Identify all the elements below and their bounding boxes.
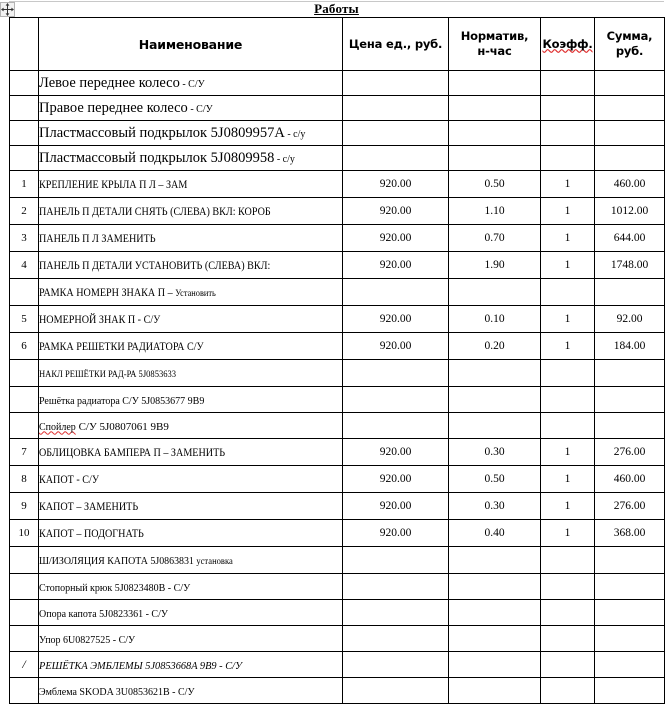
table-row [10, 146, 665, 171]
row-price-cell [343, 360, 449, 387]
row-price-cell [343, 626, 449, 652]
row-name-main: Пластмассовый подкрылок 5J0809958 [39, 150, 275, 166]
row-name-cell [39, 652, 343, 678]
row-koef-cell: 1 [541, 171, 595, 198]
row-name-cell [39, 574, 343, 600]
row-koef-cell [541, 121, 595, 146]
row-name-main: НОМЕРНОЙ ЗНАК П - С/У [39, 314, 161, 326]
row-price-cell [343, 146, 449, 171]
row-number-cell: 8 [10, 466, 39, 493]
row-sum-cell: 276.00 [595, 493, 665, 520]
row-name-main: КАПОТ - С/У [39, 474, 100, 486]
row-name-main: РАМКА РЕШЕТКИ РАДИАТОРА С/У [39, 341, 204, 353]
row-number-cell [10, 600, 39, 626]
row-name-main: Правое переднее колесо [39, 100, 188, 116]
row-name-wrap [39, 287, 216, 299]
row-number-cell: 4 [10, 252, 39, 279]
row-name-suffix: установка [196, 557, 233, 567]
row-norm-cell: 0.30 [449, 439, 541, 466]
row-price-cell: 920.00 [343, 466, 449, 493]
row-name-cell [39, 413, 343, 439]
table-row [10, 652, 665, 678]
row-number-cell: 6 [10, 333, 39, 360]
row-name-main: Опора капота 5J0823361 - С/У [39, 608, 168, 620]
row-sum-cell [595, 121, 665, 146]
row-sum-cell [595, 279, 665, 306]
row-norm-cell [449, 574, 541, 600]
row-sum-cell: 1748.00 [595, 252, 665, 279]
row-name-main: КРЕПЛЕНИЕ КРЫЛА П Л – ЗАМ [39, 179, 188, 191]
row-name-cell [39, 146, 343, 171]
row-norm-cell: 0.50 [449, 466, 541, 493]
row-norm-cell: 0.40 [449, 520, 541, 547]
row-sum-cell: 184.00 [595, 333, 665, 360]
row-name-main: Ш/ИЗОЛЯЦИЯ КАПОТА 5J0863831 [39, 555, 197, 567]
row-name-main: Стопорный крюк 5J0823480B - С/У [39, 582, 191, 594]
row-price-cell: 920.00 [343, 493, 449, 520]
row-price-cell: 920.00 [343, 171, 449, 198]
row-name-main: С/У 5J0807061 9B9 [75, 420, 169, 433]
row-koef-cell [541, 96, 595, 121]
table-row [10, 626, 665, 652]
row-number-cell [10, 678, 39, 704]
row-name-cell [39, 387, 343, 413]
row-sum-cell: 276.00 [595, 439, 665, 466]
header-cell-koef [541, 18, 595, 71]
row-sum-cell [595, 146, 665, 171]
row-name-main: РАМКА НОМЕРН ЗНАКА П – [39, 287, 176, 299]
row-name-main: Решётка радиатора С/У 5J0853677 9B9 [39, 395, 205, 407]
row-price-cell [343, 652, 449, 678]
row-sum-cell: 368.00 [595, 520, 665, 547]
row-number-cell: 2 [10, 198, 39, 225]
table-row [10, 360, 665, 387]
row-price-cell: 920.00 [343, 198, 449, 225]
row-koef-cell [541, 360, 595, 387]
row-name-cell [39, 171, 343, 198]
row-koef-cell [541, 413, 595, 439]
row-number-cell [10, 360, 39, 387]
row-koef-cell: 1 [541, 466, 595, 493]
row-name-spellcheck-word: Спойлер [39, 421, 76, 433]
row-name-cell [39, 493, 343, 520]
row-norm-cell [449, 96, 541, 121]
row-price-cell: 920.00 [343, 439, 449, 466]
row-price-cell [343, 547, 449, 574]
table-row [10, 252, 665, 279]
row-name-wrap [39, 421, 169, 433]
row-norm-cell [449, 413, 541, 439]
row-koef-cell [541, 574, 595, 600]
row-price-cell [343, 387, 449, 413]
table-row [10, 71, 665, 96]
row-norm-cell [449, 71, 541, 96]
table-row [10, 121, 665, 146]
table-row [10, 387, 665, 413]
row-sum-cell [595, 96, 665, 121]
row-koef-cell [541, 626, 595, 652]
table-row [10, 225, 665, 252]
row-price-cell [343, 600, 449, 626]
table-row [10, 574, 665, 600]
row-sum-cell [595, 413, 665, 439]
table-row [10, 333, 665, 360]
row-price-cell: 920.00 [343, 520, 449, 547]
row-norm-cell [449, 360, 541, 387]
header-cell-number [10, 18, 39, 71]
row-name-main: Пластмассовый подкрылок 5J0809957A [39, 125, 285, 141]
row-number-cell: 7 [10, 439, 39, 466]
row-koef-cell [541, 146, 595, 171]
row-koef-cell [541, 600, 595, 626]
row-price-cell [343, 71, 449, 96]
header-norm-line2: н-час [477, 44, 512, 58]
row-price-cell [343, 96, 449, 121]
row-name-cell [39, 96, 343, 121]
row-norm-cell: 0.20 [449, 333, 541, 360]
row-sum-cell [595, 652, 665, 678]
row-name-main: ПАНЕЛЬ П ДЕТАЛИ УСТАНОВИТЬ (СЛЕВА) ВКЛ: [39, 260, 271, 272]
row-number-cell [10, 413, 39, 439]
row-name-main: Левое переднее колесо [39, 75, 180, 91]
row-name-cell [39, 600, 343, 626]
row-name-suffix: - с/у [274, 154, 295, 165]
row-norm-cell [449, 279, 541, 306]
row-name-cell [39, 360, 343, 387]
section-title-text: Работы [314, 0, 359, 16]
table-row [10, 520, 665, 547]
row-number-cell [10, 146, 39, 171]
row-number-cell [10, 387, 39, 413]
header-norm-line1: Норматив, [460, 29, 529, 43]
row-name-cell [39, 520, 343, 547]
row-price-cell [343, 279, 449, 306]
row-price-cell: 920.00 [343, 252, 449, 279]
row-number-cell: 3 [10, 225, 39, 252]
row-name-cell [39, 279, 343, 306]
row-koef-cell [541, 71, 595, 96]
row-sum-cell [595, 574, 665, 600]
row-koef-cell: 1 [541, 306, 595, 333]
row-name-main: ОБЛИЦОВКА БАМПЕРА П – ЗАМЕНИТЬ [39, 447, 226, 459]
row-number-cell: 10 [10, 520, 39, 547]
row-sum-cell [595, 387, 665, 413]
row-name-main: ПАНЕЛЬ П Л ЗАМЕНИТЬ [39, 233, 156, 245]
row-sum-cell: 460.00 [595, 171, 665, 198]
row-number-cell: / [10, 652, 39, 678]
row-name-suffix: - С/У [187, 104, 213, 115]
row-name-main: НАКЛ РЕШЁТКИ РАД-РА 5J0853633 [39, 370, 177, 380]
row-sum-cell [595, 71, 665, 96]
row-name-cell [39, 225, 343, 252]
section-title [9, 0, 664, 17]
row-sum-cell [595, 600, 665, 626]
row-koef-cell: 1 [541, 252, 595, 279]
row-name-cell [39, 439, 343, 466]
table-row [10, 279, 665, 306]
row-norm-cell [449, 600, 541, 626]
row-number-cell: 1 [10, 171, 39, 198]
row-sum-cell: 1012.00 [595, 198, 665, 225]
row-price-cell: 920.00 [343, 225, 449, 252]
row-norm-cell: 1.90 [449, 252, 541, 279]
row-koef-cell [541, 279, 595, 306]
row-sum-cell [595, 360, 665, 387]
row-koef-cell [541, 387, 595, 413]
row-norm-cell [449, 678, 541, 704]
row-name-cell [39, 306, 343, 333]
row-norm-cell: 0.70 [449, 225, 541, 252]
row-name-main: РЕШЁТКА ЭМБЛЕМЫ 5J0853668A 9B9 - С/У [39, 659, 242, 672]
row-name-wrap [39, 555, 233, 567]
row-sum-cell [595, 547, 665, 574]
row-norm-cell: 0.30 [449, 493, 541, 520]
table-header-row [10, 18, 665, 71]
row-koef-cell: 1 [541, 520, 595, 547]
row-name-main: КАПОТ – ЗАМЕНИТЬ [39, 501, 139, 513]
row-sum-cell: 644.00 [595, 225, 665, 252]
row-number-cell [10, 574, 39, 600]
header-cell-price: Цена ед., руб. [343, 18, 449, 71]
row-name-main: ПАНЕЛЬ П ДЕТАЛИ СНЯТЬ (СЛЕВА) ВКЛ: КОРОБ [39, 206, 271, 218]
table-row [10, 96, 665, 121]
row-name-cell [39, 678, 343, 704]
header-cell-sum [595, 18, 665, 71]
row-sum-cell: 460.00 [595, 466, 665, 493]
row-norm-cell: 1.10 [449, 198, 541, 225]
row-name-cell [39, 71, 343, 96]
row-name-main: Упор 6U0827525 - С/У [39, 634, 136, 646]
row-name-suffix: - с/у [284, 129, 306, 140]
row-number-cell: 9 [10, 493, 39, 520]
table-row [10, 306, 665, 333]
row-name-cell [39, 198, 343, 225]
table-row [10, 678, 665, 704]
row-price-cell [343, 121, 449, 146]
table-row [10, 600, 665, 626]
row-name-main: КАПОТ – ПОДОГНАТЬ [39, 528, 144, 540]
row-norm-cell [449, 547, 541, 574]
table-row [10, 198, 665, 225]
row-norm-cell: 0.50 [449, 171, 541, 198]
row-koef-cell: 1 [541, 198, 595, 225]
row-koef-cell [541, 652, 595, 678]
row-name-cell [39, 626, 343, 652]
row-name-suffix: - С/У [179, 79, 205, 90]
row-name-main: Эмблема SKODA 3U0853621B - С/У [39, 686, 195, 698]
row-price-cell: 920.00 [343, 333, 449, 360]
row-name-cell [39, 333, 343, 360]
row-number-cell [10, 547, 39, 574]
row-name-suffix: Установить [175, 289, 216, 299]
row-norm-cell [449, 146, 541, 171]
header-cell-name: Наименование [39, 18, 343, 71]
row-number-cell [10, 96, 39, 121]
table-row [10, 413, 665, 439]
table-row [10, 466, 665, 493]
works-table [9, 17, 665, 704]
table-row [10, 493, 665, 520]
table-row [10, 547, 665, 574]
row-sum-cell: 92.00 [595, 306, 665, 333]
works-table-body [10, 71, 665, 704]
row-koef-cell [541, 678, 595, 704]
row-number-cell: 5 [10, 306, 39, 333]
row-number-cell [10, 121, 39, 146]
row-norm-cell [449, 652, 541, 678]
row-price-cell [343, 413, 449, 439]
row-koef-cell: 1 [541, 439, 595, 466]
row-number-cell [10, 279, 39, 306]
row-name-cell [39, 547, 343, 574]
row-norm-cell [449, 387, 541, 413]
row-koef-cell: 1 [541, 333, 595, 360]
header-cell-norm [449, 18, 541, 71]
row-koef-cell: 1 [541, 493, 595, 520]
header-koef-label: Коэфф. [542, 36, 593, 51]
row-name-cell [39, 466, 343, 493]
row-name-cell [39, 121, 343, 146]
header-sum-line2: руб. [615, 44, 644, 58]
row-number-cell [10, 626, 39, 652]
row-sum-cell [595, 678, 665, 704]
row-price-cell [343, 678, 449, 704]
row-price-cell [343, 574, 449, 600]
row-number-cell [10, 71, 39, 96]
row-price-cell: 920.00 [343, 306, 449, 333]
table-row [10, 171, 665, 198]
table-row [10, 439, 665, 466]
row-norm-cell: 0.10 [449, 306, 541, 333]
row-koef-cell [541, 547, 595, 574]
row-norm-cell [449, 121, 541, 146]
row-koef-cell: 1 [541, 225, 595, 252]
header-sum-line1: Сумма, [606, 29, 653, 43]
row-name-cell [39, 252, 343, 279]
row-norm-cell [449, 626, 541, 652]
row-sum-cell [595, 626, 665, 652]
